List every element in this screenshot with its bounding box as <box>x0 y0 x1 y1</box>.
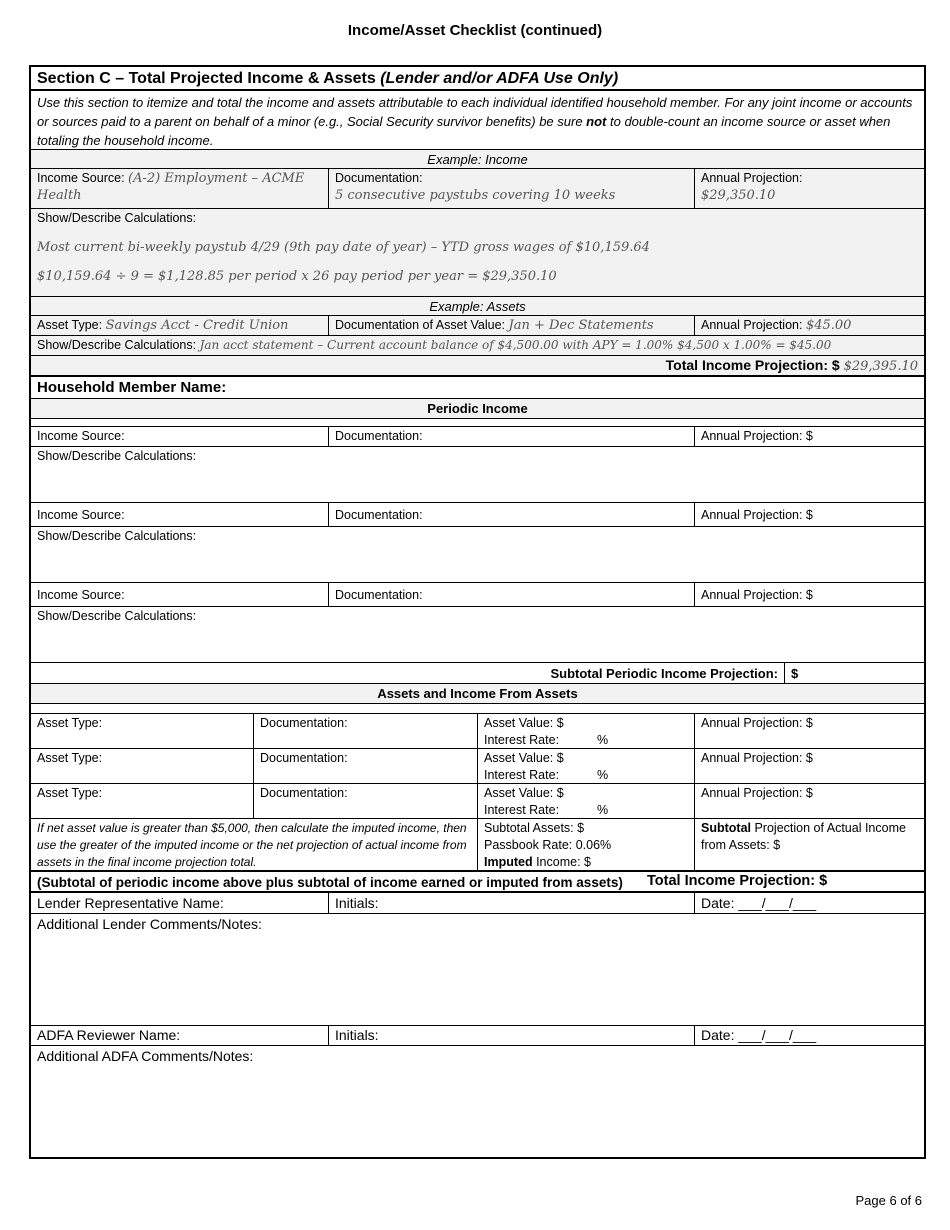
asset-type-field[interactable]: Asset Type: <box>37 786 103 800</box>
asset-projection-field[interactable]: Annual Projection: $ <box>694 749 924 783</box>
page-number: Page 6 of 6 <box>855 1193 922 1208</box>
income-row <box>31 583 924 607</box>
example-assets-header: Example: Assets <box>429 299 526 314</box>
income-source-field[interactable]: Income Source: <box>37 429 125 443</box>
asset-documentation-field[interactable]: Documentation: <box>253 714 477 748</box>
example-income-header-row <box>31 150 924 169</box>
section-intro-row <box>31 91 924 150</box>
final-total-projection-field[interactable]: Total Income Projection: $ <box>647 873 828 889</box>
income-projection-field[interactable]: Annual Projection: $ <box>694 503 924 526</box>
asset-projection-field[interactable]: Annual Projection: $ <box>694 714 924 748</box>
household-member-row <box>31 377 924 399</box>
passbook-rate: Passbook Rate: 0.06% <box>484 838 612 852</box>
lender-notes-field[interactable]: Additional Lender Comments/Notes: <box>37 916 262 932</box>
income-projection-field[interactable]: Annual Projection: $ <box>694 583 924 606</box>
income-documentation-field[interactable]: Documentation: <box>328 583 694 606</box>
example-asset-type: Asset Type: Savings Acct - Credit Union <box>37 318 289 333</box>
subtotal-assets-field[interactable]: Subtotal Assets: $ <box>484 821 585 835</box>
income-calc-field[interactable]: Show/Describe Calculations: <box>37 609 197 623</box>
final-total-row <box>31 872 924 893</box>
page-title: Income/Asset Checklist (continued) <box>347 22 603 39</box>
subtotal-periodic-value[interactable]: $ <box>784 663 924 683</box>
final-total-note: (Subtotal of periodic income above plus subtotal of income earned or imputed from assets) <box>37 875 623 890</box>
example-total: Total Income Projection: $ $29,395.10 <box>665 357 918 374</box>
section-title-row <box>31 67 924 91</box>
income-calc-field[interactable]: Show/Describe Calculations: <box>37 449 197 463</box>
periodic-income-header: Periodic Income <box>427 401 528 416</box>
adfa-initials-field[interactable]: Initials: <box>328 1026 694 1045</box>
income-row <box>31 427 924 447</box>
asset-row <box>31 714 924 749</box>
lender-signoff-row <box>31 893 924 914</box>
example-assets-calc-row <box>31 336 924 356</box>
example-income-projection: Annual Projection: $29,350.10 <box>694 169 924 208</box>
asset-type-field[interactable]: Asset Type: <box>37 751 103 765</box>
lender-date-field[interactable]: Date: ___/___/___ <box>694 893 924 913</box>
adfa-signoff-row <box>31 1026 924 1046</box>
household-member-label: Household Member Name: <box>37 379 227 396</box>
asset-value-field[interactable]: Asset Value: $ Interest Rate: % <box>477 714 694 748</box>
asset-row <box>31 749 924 784</box>
income-documentation-field[interactable]: Documentation: <box>328 503 694 526</box>
income-documentation-field[interactable]: Documentation: <box>328 427 694 446</box>
section-title: Section C – Total Projected Income & Assets (Lender and/or ADFA Use Only) <box>37 70 619 87</box>
imputed-income-row <box>31 819 924 872</box>
imputed-income-field[interactable]: Imputed Income: $ <box>484 855 591 869</box>
asset-value-field[interactable]: Asset Value: $ Interest Rate: % <box>477 784 694 818</box>
adfa-date-field[interactable]: Date: ___/___/___ <box>694 1026 924 1045</box>
asset-value-field[interactable]: Asset Value: $ Interest Rate: % <box>477 749 694 783</box>
asset-documentation-field[interactable]: Documentation: <box>253 784 477 818</box>
example-assets-calc: Show/Describe Calculations: Jan acct statement – Current account balance of $4,500.00 with APY = 1.00% $4,500 x 1.00% = $45.00 <box>37 338 832 352</box>
income-source-field[interactable]: Income Source: <box>37 588 125 602</box>
section-c-form <box>29 65 926 1159</box>
income-row <box>31 503 924 527</box>
income-calc-field[interactable]: Show/Describe Calculations: <box>37 529 197 543</box>
asset-type-field[interactable]: Asset Type: <box>37 716 103 730</box>
example-asset-projection: Annual Projection: $45.00 <box>694 316 924 335</box>
example-asset-documentation: Documentation of Asset Value: Jan + Dec Statements <box>328 316 694 335</box>
assets-header-row <box>31 684 924 704</box>
example-total-row <box>31 356 924 377</box>
asset-subtotals <box>477 819 694 870</box>
example-income-source: Income Source: (A-2) Employment – ACME Health <box>37 171 305 203</box>
adfa-notes-row <box>31 1046 924 1157</box>
lender-notes-row <box>31 914 924 1026</box>
example-assets-row <box>31 316 924 336</box>
spacer-row <box>31 704 924 714</box>
income-projection-field[interactable]: Annual Projection: $ <box>694 427 924 446</box>
income-calc-row <box>31 607 924 663</box>
periodic-income-header-row <box>31 399 924 419</box>
assets-header: Assets and Income From Assets <box>377 686 578 701</box>
spacer-row <box>31 419 924 427</box>
income-source-field[interactable]: Income Source: <box>37 508 125 522</box>
example-income-row <box>31 169 924 209</box>
lender-name-field[interactable]: Lender Representative Name: <box>37 895 224 911</box>
subtotal-periodic-row <box>31 663 924 684</box>
example-income-documentation: Documentation: 5 consecutive paystubs covering 10 weeks <box>328 169 694 208</box>
example-income-header: Example: Income <box>427 152 528 167</box>
income-calc-row <box>31 527 924 583</box>
asset-documentation-field[interactable]: Documentation: <box>253 749 477 783</box>
lender-initials-field[interactable]: Initials: <box>328 893 694 913</box>
adfa-notes-field[interactable]: Additional ADFA Comments/Notes: <box>37 1048 254 1064</box>
example-assets-header-row <box>31 297 924 316</box>
income-calc-row <box>31 447 924 503</box>
subtotal-periodic-label: Subtotal Periodic Income Projection: <box>550 666 778 681</box>
imputed-income-note: If net asset value is greater than $5,000, then calculate the imputed income, then use the greater of the imputed income or the net projection of actual income from assets in the final income projection total. <box>37 821 467 869</box>
example-income-calc: Show/Describe Calculations: Most current bi-weekly paystub 4/29 (9th pay date of year) – YTD gross wages of $10,159.64 $10,159.64 ÷ 9 = $1,128.85 per period x 26 pay period per year = $29,350.10 <box>37 211 650 284</box>
example-income-calc-row <box>31 209 924 297</box>
subtotal-actual-income-field[interactable]: Subtotal Projection of Actual Income from Assets: $ <box>694 819 924 870</box>
asset-row <box>31 784 924 819</box>
asset-projection-field[interactable]: Annual Projection: $ <box>694 784 924 818</box>
section-intro: Use this section to itemize and total the income and assets attributable to each individual identified household member. For any joint income or accounts or sources paid to a parent on behalf of a minor (e.g., Social Security survivor benefits) be sure not to double-count an income source or asset when totaling the household income. <box>37 95 913 148</box>
adfa-reviewer-name-field[interactable]: ADFA Reviewer Name: <box>37 1027 181 1043</box>
